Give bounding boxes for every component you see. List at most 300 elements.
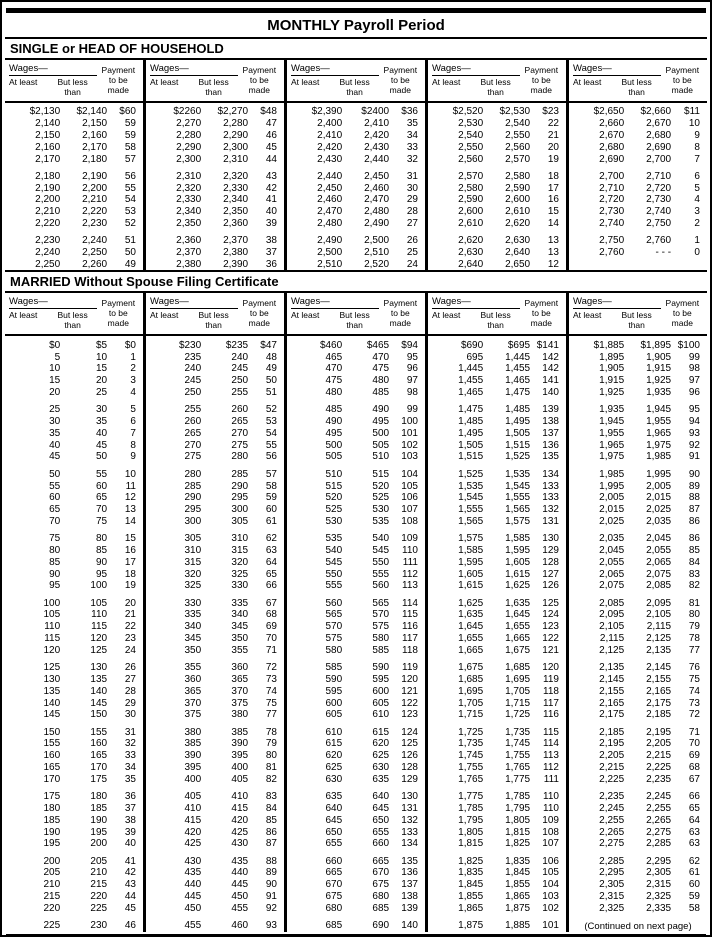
- payment-cell: 107: [542, 838, 559, 850]
- table-row: [569, 662, 707, 674]
- but-less-than-cell: 380: [231, 709, 249, 721]
- payment-cell: 77: [265, 709, 277, 721]
- payment-cell: 34: [406, 129, 418, 141]
- payment-cell: 32: [406, 153, 418, 165]
- at-least-cell: 2,140: [35, 118, 61, 130]
- payment-cell: $48: [260, 106, 277, 118]
- payment-cell: 111: [543, 773, 559, 785]
- table-row: [5, 259, 143, 271]
- payment-cell: 70: [688, 738, 700, 750]
- wage-subheaders: [150, 311, 238, 331]
- but-less-than-cell: 75: [95, 515, 108, 527]
- table-row: [287, 118, 425, 130]
- but-less-than-cell: 1,555: [505, 492, 531, 504]
- payment-cell: 22: [124, 621, 136, 633]
- at-least-cell: 215: [43, 891, 61, 903]
- but-less-than-cell: 340: [231, 609, 249, 621]
- but-less-than-cell: 2,220: [82, 206, 108, 218]
- table-row: [569, 879, 707, 891]
- but-less-than-cell: 210: [90, 867, 108, 879]
- table-row: [428, 439, 566, 451]
- row-block: [428, 533, 566, 592]
- payment-cell: 22: [547, 118, 559, 130]
- table-row: [569, 609, 707, 621]
- payment-cell: 7: [130, 427, 136, 439]
- at-least-cell: 2,420: [317, 141, 343, 153]
- at-least-cell: 1,535: [458, 480, 484, 492]
- at-least-cell: 255: [184, 404, 202, 416]
- row-block: [287, 339, 425, 398]
- but-less-than-cell: 415: [231, 802, 249, 814]
- table-row: [5, 451, 143, 463]
- at-least-cell: 475: [325, 375, 343, 387]
- header-label-line: But less: [480, 77, 511, 87]
- but-less-than-cell: 655: [372, 826, 390, 838]
- table-row: [146, 170, 284, 182]
- payment-cell: 19: [124, 580, 136, 592]
- table-row: [428, 621, 566, 633]
- at-least-cell: $0: [49, 339, 61, 351]
- table-row: [5, 685, 143, 697]
- at-least-cell: 345: [184, 633, 202, 645]
- but-less-than-cell: 2,520: [364, 258, 390, 270]
- table-row: [146, 504, 284, 516]
- table-row: [5, 633, 143, 645]
- at-least-cell: 1,975: [599, 451, 625, 463]
- but-less-than-cell: 2,240: [82, 235, 108, 247]
- payment-cell: 61: [265, 515, 277, 527]
- at-least-cell: 505: [325, 451, 343, 463]
- table-row: [428, 738, 566, 750]
- payment-cell: 64: [265, 556, 277, 568]
- payment-cell: 36: [265, 258, 277, 270]
- table-row: [569, 141, 707, 153]
- table-row: [146, 247, 284, 259]
- but-less-than-cell: 690: [372, 920, 390, 932]
- at-least-header-label: At least: [573, 310, 602, 321]
- at-least-cell: 2,410: [317, 129, 343, 141]
- at-least-cell: 2,160: [35, 141, 61, 153]
- payment-cell: 8: [130, 439, 136, 451]
- table-row: [5, 375, 143, 387]
- payment-cell: 4: [694, 194, 700, 206]
- payment-to-be-made-header-label: [239, 66, 280, 95]
- payment-cell: 124: [401, 726, 418, 738]
- table-row: [146, 855, 284, 867]
- at-least-cell: 2,270: [176, 118, 202, 130]
- but-less-than-cell: 2,175: [646, 697, 672, 709]
- table-row: [287, 439, 425, 451]
- table-row: [428, 838, 566, 850]
- but-less-than-cell: 190: [90, 814, 108, 826]
- wages-header-label: Wages—: [291, 296, 379, 309]
- table-row: [569, 130, 707, 142]
- row-block: [569, 533, 707, 592]
- payment-cell: 28: [124, 685, 136, 697]
- wage-bracket-column-group: [287, 293, 428, 932]
- but-less-than-cell: 2,125: [646, 633, 672, 645]
- at-least-cell: 2,235: [599, 791, 625, 803]
- at-least-cell: 200: [43, 855, 61, 867]
- payment-cell: 83: [265, 791, 277, 803]
- payment-cell: 104: [401, 468, 418, 480]
- at-least-cell: 265: [184, 427, 202, 439]
- but-less-than-cell: 490: [372, 404, 390, 416]
- header-label-line: made: [530, 84, 552, 95]
- payment-cell: 119: [402, 662, 418, 674]
- married-wage-table: [5, 293, 707, 932]
- payment-cell: 86: [688, 533, 700, 545]
- payment-cell: 27: [124, 673, 136, 685]
- but-less-than-cell: 2,650: [505, 258, 531, 270]
- payment-cell: 58: [688, 902, 700, 914]
- at-least-cell: 2,400: [317, 118, 343, 130]
- header-label-line: But less: [621, 310, 652, 321]
- but-less-than-cell: 1,765: [505, 762, 531, 774]
- table-row: [5, 838, 143, 850]
- payment-cell: 21: [124, 609, 136, 621]
- payment-cell: 45: [124, 902, 136, 914]
- payment-cell: 133: [542, 480, 559, 492]
- at-least-cell: 2,105: [599, 621, 625, 633]
- at-least-cell: 2,510: [317, 258, 343, 270]
- at-least-cell: 2,660: [599, 118, 625, 130]
- table-row: [287, 351, 425, 363]
- table-row: [428, 247, 566, 259]
- table-row: [287, 363, 425, 375]
- header-label-line: than: [205, 320, 222, 331]
- row-block: [287, 533, 425, 592]
- table-row: [146, 814, 284, 826]
- payment-cell: 85: [688, 545, 700, 556]
- payment-cell: 41: [124, 855, 136, 867]
- but-less-than-cell: 185: [90, 802, 108, 814]
- table-row: [146, 363, 284, 375]
- at-least-cell: 175: [43, 791, 61, 803]
- table-row: [5, 879, 143, 891]
- but-less-than-cell: 275: [231, 439, 249, 451]
- payment-cell: 104: [542, 879, 559, 891]
- payment-cell: 128: [542, 556, 559, 568]
- but-less-than-cell: 2,005: [646, 480, 672, 492]
- payment-cell: 42: [265, 182, 277, 194]
- table-row: [287, 580, 425, 592]
- at-least-cell: 55: [49, 480, 61, 492]
- payment-cell: 62: [265, 533, 277, 545]
- table-row: [5, 182, 143, 194]
- row-block: [428, 791, 566, 850]
- but-less-than-cell: 110: [91, 609, 108, 621]
- at-least-cell: 295: [184, 504, 202, 516]
- at-least-cell: 220: [43, 902, 61, 914]
- payment-cell: 68: [265, 609, 277, 621]
- payment-cell: 94: [688, 416, 700, 428]
- table-row: [569, 726, 707, 738]
- table-row: [146, 762, 284, 774]
- but-less-than-header-label: [189, 311, 237, 331]
- payment-cell: 122: [401, 697, 418, 709]
- table-row: [287, 633, 425, 645]
- payment-cell: 20: [547, 141, 559, 153]
- payment-cell: 130: [542, 533, 559, 545]
- header-label-line: made: [248, 317, 270, 328]
- at-least-cell: 1,775: [458, 791, 484, 803]
- payment-cell: 135: [401, 855, 418, 867]
- payment-cell: 57: [124, 153, 136, 165]
- but-less-than-cell: $2,660: [640, 106, 672, 118]
- payment-cell: 32: [124, 738, 136, 750]
- at-least-cell: 60: [49, 492, 61, 504]
- table-row: [287, 218, 425, 230]
- but-less-than-cell: 2,510: [364, 247, 390, 259]
- at-least-cell: 535: [325, 533, 343, 545]
- but-less-than-cell: 370: [231, 685, 249, 697]
- payment-cell: 64: [688, 814, 700, 826]
- table-row: [287, 674, 425, 686]
- payment-cell: 141: [542, 375, 559, 387]
- payment-cell: $141: [536, 339, 559, 351]
- at-least-cell: 470: [325, 363, 343, 375]
- payment-cell: 17: [547, 182, 559, 194]
- at-least-cell: 590: [325, 673, 343, 685]
- table-row: [287, 891, 425, 903]
- but-less-than-cell: 1,685: [505, 662, 531, 674]
- at-least-cell: 2,295: [599, 867, 625, 879]
- at-least-cell: 2,580: [458, 182, 484, 194]
- at-least-cell: 310: [184, 545, 202, 556]
- payment-cell: 58: [265, 480, 277, 492]
- table-row: [5, 206, 143, 218]
- table-row: [5, 791, 143, 803]
- table-row: [146, 387, 284, 399]
- payment-cell: 35: [124, 773, 136, 785]
- payment-cell: 113: [543, 750, 559, 762]
- at-least-cell: 605: [325, 709, 343, 721]
- at-least-cell: 2,265: [599, 826, 625, 838]
- but-less-than-cell: 2,500: [364, 235, 390, 247]
- table-row: [569, 556, 707, 568]
- but-less-than-cell: 1,645: [505, 609, 531, 621]
- section-title-single: SINGLE or HEAD OF HOUSEHOLD: [5, 39, 707, 60]
- wage-bracket-column-group: [5, 293, 146, 932]
- table-row: [569, 697, 707, 709]
- row-block: [287, 170, 425, 229]
- table-row: [287, 480, 425, 492]
- but-less-than-cell: 1,855: [505, 879, 531, 891]
- at-least-cell: 2,750: [599, 235, 625, 247]
- at-least-cell: 1,745: [458, 750, 484, 762]
- payment-cell: 15: [124, 533, 136, 545]
- but-less-than-cell: 685: [372, 902, 390, 914]
- table-row: [5, 247, 143, 259]
- table-row: [5, 709, 143, 721]
- table-row: [287, 416, 425, 428]
- but-less-than-cell: 390: [231, 738, 249, 750]
- but-less-than-cell: 2,640: [505, 247, 531, 259]
- at-least-cell: 2,440: [317, 170, 343, 182]
- but-less-than-cell: 1,675: [505, 644, 531, 656]
- at-least-cell: 1,985: [599, 468, 625, 480]
- header-label-line: than: [628, 86, 645, 97]
- at-least-cell: 585: [325, 662, 343, 674]
- table-row: [428, 902, 566, 914]
- at-least-cell: 240: [184, 363, 202, 375]
- but-less-than-cell: 2,290: [223, 129, 249, 141]
- at-least-cell: 2,490: [317, 235, 343, 247]
- but-less-than-cell: 2,580: [505, 170, 531, 182]
- header-label-line: Payment: [383, 298, 418, 309]
- row-block: [5, 235, 143, 270]
- payment-cell: 100: [401, 416, 418, 428]
- payment-to-be-made-header-label: [662, 66, 703, 95]
- at-least-cell: 100: [43, 597, 61, 609]
- but-less-than-cell: 1,515: [505, 439, 531, 451]
- payment-cell: 52: [265, 404, 277, 416]
- payment-cell: 55: [124, 182, 136, 194]
- payment-cell: 18: [124, 568, 136, 580]
- payment-cell: 37: [124, 802, 136, 814]
- at-least-cell: 355: [184, 662, 202, 674]
- at-least-header-label: At least: [291, 77, 320, 87]
- wage-bracket-rows: [569, 103, 707, 270]
- at-least-cell: 5: [54, 351, 61, 363]
- payment-cell: 3: [130, 375, 136, 387]
- payment-cell: 39: [124, 826, 136, 838]
- payment-cell: 136: [401, 867, 418, 879]
- header-label-line: than: [346, 320, 363, 331]
- payment-cell: 131: [542, 515, 559, 527]
- table-row: [569, 451, 707, 463]
- row-block: [146, 339, 284, 398]
- at-least-cell: 2,190: [35, 182, 61, 194]
- at-least-cell: 400: [184, 773, 202, 785]
- payment-cell: 54: [124, 194, 136, 206]
- at-least-cell: 670: [325, 879, 343, 891]
- payment-cell: 142: [542, 363, 559, 375]
- table-row: [569, 504, 707, 516]
- at-least-cell: 515: [325, 480, 343, 492]
- table-row: [5, 621, 143, 633]
- payment-cell: 89: [265, 867, 277, 879]
- payment-cell: 5: [694, 182, 700, 194]
- at-least-cell: 1,675: [458, 662, 484, 674]
- at-least-cell: 185: [43, 814, 61, 826]
- at-least-cell: 575: [325, 633, 343, 645]
- table-row: [5, 597, 143, 609]
- at-least-cell: 680: [325, 902, 343, 914]
- but-less-than-cell: 215: [90, 879, 108, 891]
- table-row: [428, 480, 566, 492]
- table-row: [5, 814, 143, 826]
- at-least-cell: 2,500: [317, 247, 343, 259]
- table-row: [146, 867, 284, 879]
- but-less-than-cell: 2,570: [505, 153, 531, 165]
- payment-cell: 90: [688, 468, 700, 480]
- table-row: [287, 404, 425, 416]
- payment-cell: 24: [406, 258, 418, 270]
- but-less-than-cell: 2,155: [646, 673, 672, 685]
- payment-cell: 105: [401, 480, 418, 492]
- table-row: [428, 106, 566, 118]
- at-least-cell: 280: [184, 468, 202, 480]
- but-less-than-cell: 2,420: [364, 129, 390, 141]
- but-less-than-cell: 65: [95, 492, 108, 504]
- payment-cell: 75: [265, 697, 277, 709]
- payment-cell: 13: [547, 247, 559, 259]
- payment-cell: 84: [265, 802, 277, 814]
- header-label-line: to be: [531, 308, 551, 319]
- payment-cell: 135: [542, 451, 559, 463]
- row-block: [569, 170, 707, 229]
- table-row: [287, 130, 425, 142]
- but-less-than-cell: 2,410: [364, 118, 390, 130]
- at-least-cell: $2,390: [311, 106, 343, 118]
- at-least-cell: 1,455: [458, 375, 484, 387]
- payment-cell: 112: [543, 762, 559, 774]
- but-less-than-cell: 295: [231, 492, 249, 504]
- table-row: [569, 791, 707, 803]
- section-title-married: MARRIED Without Spouse Filing Certificate: [5, 270, 707, 293]
- but-less-than-cell: 1,865: [505, 891, 531, 903]
- but-less-than-cell: 2,200: [82, 182, 108, 194]
- at-least-cell: 1,805: [458, 826, 484, 838]
- but-less-than-cell: 1,735: [505, 726, 531, 738]
- but-less-than-cell: 2,710: [646, 170, 672, 182]
- header-label-line: than: [64, 86, 81, 97]
- table-row: [5, 439, 143, 451]
- at-least-cell: 80: [49, 545, 61, 556]
- but-less-than-cell: 305: [231, 515, 249, 527]
- table-row: [146, 182, 284, 194]
- but-less-than-cell: 1,705: [505, 685, 531, 697]
- table-row: [428, 556, 566, 568]
- table-row: [428, 580, 566, 592]
- column-group-header: [287, 60, 425, 103]
- at-least-cell: 1,625: [458, 597, 484, 609]
- at-least-cell: 2,275: [599, 838, 625, 850]
- table-row: [5, 194, 143, 206]
- wage-subheaders: [432, 78, 520, 98]
- at-least-cell: 2,125: [599, 644, 625, 656]
- at-least-header-label: At least: [150, 77, 179, 87]
- row-block: [5, 468, 143, 527]
- row-block: [287, 468, 425, 527]
- header-label-line: made: [107, 84, 129, 95]
- but-less-than-cell: 250: [231, 375, 249, 387]
- payment-cell: 59: [124, 129, 136, 141]
- at-least-cell: 380: [184, 726, 202, 738]
- table-row: [5, 750, 143, 762]
- at-least-cell: 2,165: [599, 697, 625, 709]
- payment-cell: 13: [124, 504, 136, 516]
- but-less-than-cell: 2,045: [646, 533, 672, 545]
- wage-bracket-rows: [5, 336, 143, 932]
- payment-cell: 26: [124, 662, 136, 674]
- row-block: [287, 106, 425, 165]
- table-row: [287, 838, 425, 850]
- at-least-cell: 2,305: [599, 879, 625, 891]
- wage-subheaders: [573, 311, 661, 331]
- table-row: [5, 556, 143, 568]
- at-least-cell: 330: [184, 597, 202, 609]
- at-least-cell: 315: [184, 556, 202, 568]
- table-row: [5, 568, 143, 580]
- at-least-cell: 630: [325, 773, 343, 785]
- but-less-than-cell: 280: [231, 451, 249, 463]
- but-less-than-header-label: [48, 78, 96, 98]
- but-less-than-cell: 345: [231, 621, 249, 633]
- payment-cell: 55: [265, 439, 277, 451]
